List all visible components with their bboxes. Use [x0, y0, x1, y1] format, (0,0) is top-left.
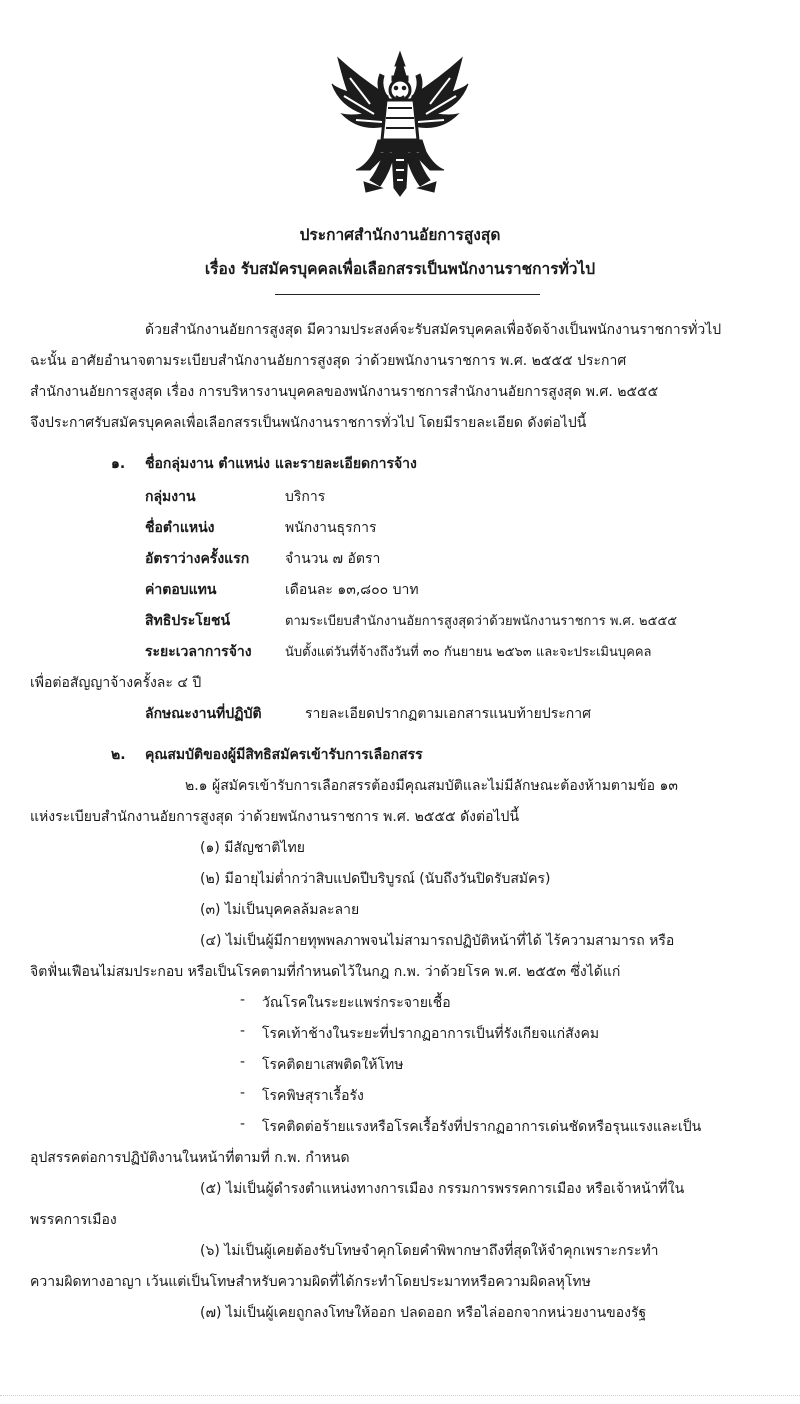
field-value-term: นับตั้งแต่วันที่จ้างถึงวันที่ ๓๐ กันยายน ๒๕๖๓ และจะประเมินบุคคล [285, 645, 652, 660]
qualification-item-1: (๑) มีสัญชาติไทย [200, 840, 305, 856]
subsection-2-1-line-2: แห่งระเบียบสำนักงานอัยการสูงสุด ว่าด้วยพนักงานราชการ พ.ศ. ๒๕๕๕ ดังต่อไปนี้ [30, 809, 520, 825]
intro-line-3: สำนักงานอัยการสูงสุด เรื่อง การบริหารงานบุคคลของพนักงานราชการสำนักงานอัยการสูงสุด พ.ศ. ๒๕๕๕ [30, 384, 659, 400]
field-value-benefits: ตามระเบียบสำนักงานอัยการสูงสุดว่าด้วยพนักงานราชการ พ.ศ. ๒๕๕๕ [285, 614, 678, 629]
page-bottom-edge [0, 1395, 800, 1398]
field-label-nature: ลักษณะงานที่ปฏิบัติ [145, 706, 262, 722]
field-value-term-cont: เพื่อต่อสัญญาจ้างครั้งละ ๔ ปี [30, 675, 202, 691]
disease-item-5-line-2: อุปสรรคต่อการปฏิบัติงานในหน้าที่ตามที่ ก.พ. กำหนด [30, 1150, 350, 1166]
section-1-number: ๑. [111, 456, 126, 472]
intro-line-1: ด้วยสำนักงานอัยการสูงสุด มีความประสงค์จะรับสมัครบุคคลเพื่อจัดจ้างเป็นพนักงานราชการทั่วไป [145, 322, 722, 338]
field-value-nature: รายละเอียดปรากฏตามเอกสารแนบท้ายประกาศ [305, 706, 592, 722]
announcement-subject: เรื่อง รับสมัครบุคคลเพื่อเลือกสรรเป็นพนักงานราชการทั่วไป [204, 260, 596, 278]
field-value-salary: เดือนละ ๑๓,๘๐๐ บาท [285, 582, 419, 598]
subsection-2-1-line-1: ๒.๑ ผู้สมัครเข้ารับการเลือกสรรต้องมีคุณสมบัติและไม่มีลักษณะต้องห้ามตามข้อ ๑๓ [185, 778, 678, 794]
disease-bullet: - [240, 1116, 246, 1132]
disease-bullet: - [240, 1085, 246, 1101]
field-value-vacancies: จำนวน ๗ อัตรา [285, 551, 381, 567]
announcement-title: ประกาศสำนักงานอัยการสูงสุด [299, 226, 501, 244]
field-label-vacancies: อัตราว่างครั้งแรก [145, 551, 250, 567]
field-label-group: กลุ่มงาน [145, 489, 196, 505]
qualification-item-4-line-2: จิตฟั่นเฟือนไม่สมประกอบ หรือเป็นโรคตามที่กำหนดไว้ในกฎ ก.พ. ว่าด้วยโรค พ.ศ. ๒๕๕๓ ซึ่งได้แก่ [30, 964, 621, 980]
qualification-item-7: (๗) ไม่เป็นผู้เคยถูกลงโทษให้ออก ปลดออก หรือไล่ออกจากหน่วยงานของรัฐ [200, 1305, 647, 1321]
field-label-benefits: สิทธิประโยชน์ [145, 613, 231, 629]
field-label-term: ระยะเวลาการจ้าง [145, 644, 252, 660]
disease-bullet: - [240, 1023, 246, 1039]
qualification-item-6-line-2: ความผิดทางอาญา เว้นแต่เป็นโทษสำหรับความผิดที่ได้กระทำโดยประมาทหรือความผิดลหุโทษ [30, 1274, 591, 1290]
field-value-position: พนักงานธุรการ [285, 520, 377, 536]
intro-line-4: จึงประกาศรับสมัครบุคคลเพื่อเลือกสรรเป็นพนักงานราชการทั่วไป โดยมีรายละเอียด ดังต่อไปนี้ [30, 415, 587, 431]
garuda-emblem [330, 48, 470, 198]
section-2-number: ๒. [111, 747, 126, 763]
disease-bullet: - [240, 992, 246, 1008]
intro-line-2: ฉะนั้น อาศัยอำนาจตามระเบียบสำนักงานอัยการสูงสุด ว่าด้วยพนักงานราชการ พ.ศ. ๒๕๕๕ ประกาศ [30, 353, 627, 369]
qualification-item-5-line-2: พรรคการเมือง [30, 1212, 117, 1228]
disease-bullet: - [240, 1054, 246, 1070]
qualification-item-6-line-1: (๖) ไม่เป็นผู้เคยต้องรับโทษจำคุกโดยคำพิพากษาถึงที่สุดให้จำคุกเพราะกระทำ [200, 1243, 659, 1259]
disease-item: โรคพิษสุราเรื้อรัง [262, 1088, 364, 1104]
qualification-item-5-line-1: (๕) ไม่เป็นผู้ดำรงตำแหน่งทางการเมือง กรรมการพรรคการเมือง หรือเจ้าหน้าที่ใน [200, 1181, 685, 1197]
disease-item-5-line-1: โรคติดต่อร้ายแรงหรือโรคเรื้อรังที่ปรากฏอาการเด่นชัดหรือรุนแรงและเป็น [262, 1119, 702, 1135]
disease-item: โรคเท้าช้างในระยะที่ปรากฏอาการเป็นที่รังเกียจแก่สังคม [262, 1026, 600, 1042]
field-label-position: ชื่อตำแหน่ง [145, 520, 215, 536]
field-label-salary: ค่าตอบแทน [145, 582, 217, 598]
disease-item: โรคติดยาเสพติดให้โทษ [262, 1057, 404, 1073]
section-1-heading: ชื่อกลุ่มงาน ตำแหน่ง และรายละเอียดการจ้าง [145, 456, 417, 472]
section-2-heading: คุณสมบัติของผู้มีสิทธิสมัครเข้ารับการเลือกสรร [145, 747, 423, 763]
qualification-item-4-line-1: (๔) ไม่เป็นผู้มีกายทุพพลภาพจนไม่สามารถปฏิบัติหน้าที่ได้ ไร้ความสามารถ หรือ [200, 933, 675, 949]
qualification-item-3: (๓) ไม่เป็นบุคคลล้มละลาย [200, 902, 360, 918]
field-value-group: บริการ [285, 489, 326, 505]
title-underline [275, 294, 540, 295]
qualification-item-2: (๒) มีอายุไม่ต่ำกว่าสิบแปดปีบริบูรณ์ (นับถึงวันปิดรับสมัคร) [200, 871, 551, 887]
disease-item: วัณโรคในระยะแพร่กระจายเชื้อ [262, 995, 451, 1011]
